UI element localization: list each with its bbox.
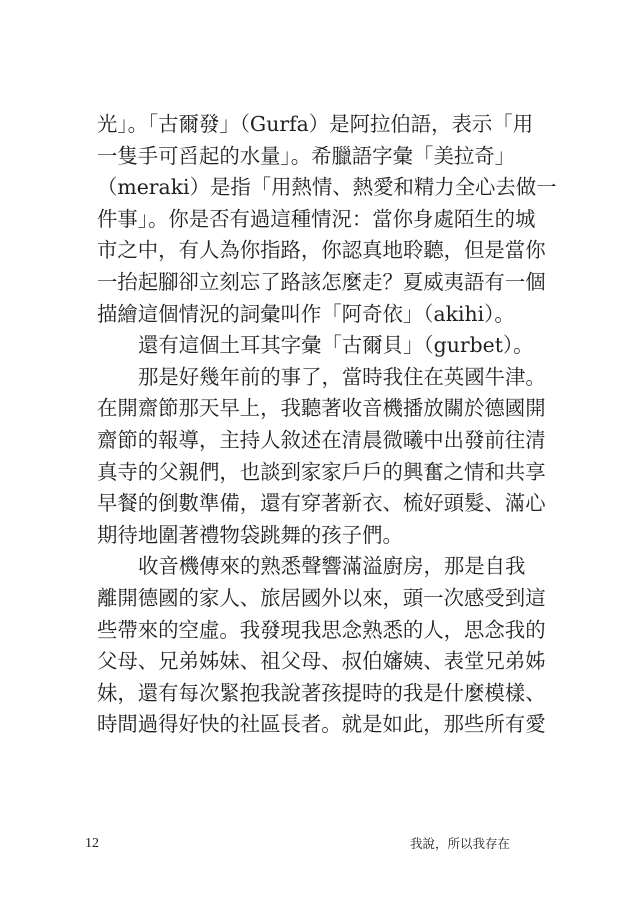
running-title: 我說，所以我存在 xyxy=(410,836,511,851)
text-line: 妹，還有每次緊抱我說著孩提時的我是什麼模樣、 xyxy=(97,680,546,705)
text-line: 那是好幾年前的事了，當時我住在英國牛津。 xyxy=(138,364,546,389)
text-line: 市之中，有人為你指路，你認真地聆聽，但是當你 xyxy=(97,238,546,263)
text-line: 一隻手可舀起的水量」。希臘語字彙「美拉奇」 xyxy=(97,143,516,168)
text-line: 收音機傳來的熟悉聲響滿溢廚房，那是自我 xyxy=(138,554,526,579)
page-number: 12 xyxy=(85,836,99,851)
body-text xyxy=(97,109,557,741)
text-line: 件事」。你是否有過這種情況：當你身處陌生的城 xyxy=(97,206,536,231)
text-line: 一抬起腳卻立刻忘了路該怎麼走？夏威夷語有一個 xyxy=(97,269,546,294)
text-line: 光」。「古爾發」（Gurfa）是阿拉伯語，表示「用 xyxy=(97,112,534,136)
text-line: 還有這個土耳其字彙「古爾貝」（gurbet）。 xyxy=(138,333,534,358)
text-line: 描繪這個情況的詞彙叫作「阿奇依」（akihi）。 xyxy=(97,301,515,326)
text-line: 在開齋節那天早上，我聽著收音機播放關於德國開 xyxy=(97,396,546,421)
text-line: 期待地圍著禮物袋跳舞的孩子們。 xyxy=(97,522,403,547)
text-line: （meraki）是指「用熱情、熱愛和精力全心去做一 xyxy=(97,175,557,200)
text-line: 早餐的倒數準備，還有穿著新衣、梳好頭髮、滿心 xyxy=(97,491,546,516)
text-line: 父母、兄弟姊妹、祖父母、叔伯嬸姨、表堂兄弟姊 xyxy=(97,649,546,674)
text-line: 時間過得好快的社區長者。就是如此，那些所有愛 xyxy=(97,712,546,737)
text-line: 齋節的報導，主持人敘述在清晨微曦中出發前往清 xyxy=(97,427,546,452)
text-line: 真寺的父親們，也談到家家戶戶的興奮之情和共享 xyxy=(97,459,546,484)
text-line: 離開德國的家人、旅居國外以來，頭一次感受到這 xyxy=(97,585,546,610)
text-line: 些帶來的空虛。我發現我思念熟悉的人，思念我的 xyxy=(97,617,546,642)
